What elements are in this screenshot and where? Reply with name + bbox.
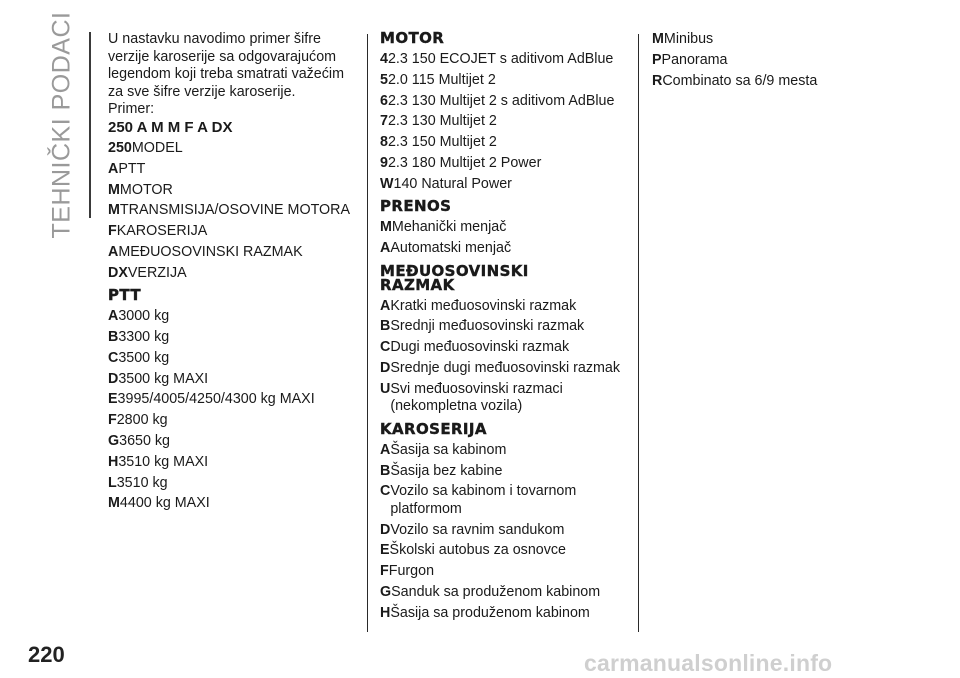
- item-code: H: [108, 453, 119, 470]
- item-code: D: [380, 359, 391, 376]
- item-code: C: [380, 339, 391, 356]
- item-code: P: [652, 51, 662, 68]
- motor-item: [380, 155, 632, 173]
- item-text: TRANSMISIJA/OSOVINE MOTORA: [119, 202, 351, 219]
- item-text: Školski autobus za osnovce: [389, 542, 566, 559]
- karoserija-item: [380, 563, 632, 581]
- item-text: [390, 483, 632, 518]
- karoserija-list: [380, 442, 632, 623]
- heading-line: RAZMAK: [380, 275, 455, 294]
- item-text: 2.3 130 Multijet 2 s aditivom AdBlue: [387, 92, 615, 109]
- intro-line: U nastavku navodimo primer šifre: [108, 31, 321, 47]
- item-text: 3500 kg: [118, 349, 170, 366]
- karoserija-item: [380, 605, 632, 623]
- item-text-line: Vozilo sa kabinom i tovarnom: [390, 483, 577, 500]
- intro-text: [108, 31, 360, 119]
- item-text: Srednje dugi međuosovinski razmak: [390, 359, 620, 376]
- example-code: 250 A M M F A DX: [108, 118, 233, 136]
- item-text: MODEL: [131, 140, 183, 156]
- section-heading-ptt: PTT: [108, 286, 142, 305]
- item-text: 3300 kg: [118, 329, 170, 346]
- item-text: 4400 kg MAXI: [119, 495, 210, 512]
- legend-item: [108, 265, 360, 283]
- section-side-title-text: TEHNIČKI PODACI: [47, 11, 76, 239]
- ptt-item: [108, 433, 360, 451]
- side-title-divider: [89, 32, 91, 218]
- ptt-list: [108, 308, 360, 513]
- watermark: carmanualsonline.info: [584, 650, 833, 676]
- item-text: 2.3 150 ECOJET s aditivom AdBlue: [387, 51, 614, 67]
- item-text: 2.3 180 Multijet 2 Power: [387, 154, 542, 171]
- ptt-item: [108, 454, 360, 472]
- item-code: B: [380, 462, 391, 479]
- razmak-item: [380, 339, 632, 357]
- karoserija-item: [380, 584, 632, 602]
- item-code: E: [108, 391, 118, 408]
- page-number: 220: [28, 642, 65, 667]
- karoserija-list-continued: [652, 31, 882, 90]
- heading-line: MEĐUOSOVINSKI: [380, 261, 529, 280]
- prenos-list: [380, 219, 632, 257]
- column-3: [652, 31, 882, 93]
- item-code: E: [380, 542, 390, 559]
- item-code: A: [380, 297, 391, 314]
- razmak-item: [380, 360, 632, 378]
- item-code: M: [380, 219, 392, 236]
- item-text: 2.0 115 Multijet 2: [387, 71, 496, 88]
- motor-item: [380, 51, 632, 69]
- item-text: 3500 kg MAXI: [118, 370, 209, 387]
- item-code: M: [108, 202, 120, 219]
- item-text: Šasija sa kabinom: [390, 441, 507, 458]
- item-text: Kratki međuosovinski razmak: [390, 297, 577, 314]
- item-text: 3000 kg: [118, 308, 170, 325]
- item-code: A: [380, 441, 391, 458]
- ptt-item: [108, 475, 360, 493]
- item-code: F: [108, 223, 117, 240]
- item-text: 2.3 150 Multijet 2: [387, 134, 497, 151]
- legend-list: [108, 140, 360, 282]
- karoserija-item: [380, 463, 632, 481]
- legend-item: [108, 202, 360, 220]
- prenos-item: [380, 219, 632, 237]
- item-text: Sanduk sa produženom kabinom: [391, 584, 601, 601]
- item-text: KAROSERIJA: [116, 223, 208, 240]
- motor-item: [380, 93, 632, 111]
- item-text-line: (nekompletna vozila): [390, 398, 523, 415]
- item-code: 250: [108, 140, 132, 156]
- intro-line: legendom koji treba smatrati važećim: [108, 66, 344, 82]
- item-code: G: [380, 584, 392, 601]
- column-divider-2: [638, 34, 639, 632]
- item-code: M: [108, 181, 120, 198]
- karoserija-item: [652, 31, 882, 49]
- item-code: U: [380, 380, 391, 397]
- item-text: 2800 kg: [116, 412, 168, 429]
- item-text: 3650 kg: [119, 433, 171, 450]
- intro-line: za sve šifre verzije karoserije.: [108, 83, 296, 100]
- karoserija-item: [652, 73, 882, 91]
- item-text: 2.3 130 Multijet 2: [387, 113, 497, 130]
- item-code: A: [108, 243, 119, 260]
- prenos-item: [380, 240, 632, 258]
- item-text: 140 Natural Power: [393, 175, 512, 192]
- ptt-item: [108, 308, 360, 326]
- item-code: C: [108, 349, 119, 366]
- item-text: Šasija bez kabine: [390, 462, 503, 479]
- legend-item: [108, 140, 360, 158]
- item-code: F: [380, 563, 389, 580]
- item-code: DX: [108, 264, 128, 281]
- karoserija-item: [652, 52, 882, 70]
- item-code: M: [652, 31, 664, 47]
- item-text: Mehanički menjač: [391, 219, 507, 236]
- motor-list: [380, 51, 632, 193]
- item-code: B: [108, 329, 119, 346]
- karoserija-item: [380, 442, 632, 460]
- razmak-item: [380, 381, 632, 416]
- item-text: Combinato sa 6/9 mesta: [662, 72, 818, 89]
- column-2: [380, 31, 632, 626]
- item-text: Automatski menjač: [390, 240, 512, 257]
- motor-item: [380, 72, 632, 90]
- karoserija-item: [380, 483, 632, 518]
- item-text: Šasija sa produženom kabinom: [390, 604, 590, 621]
- legend-item: [108, 161, 360, 179]
- razmak-list: [380, 298, 632, 416]
- section-heading-prenos: PRENOS: [380, 197, 452, 216]
- item-text: Furgon: [388, 563, 435, 580]
- item-text: VERZIJA: [127, 264, 187, 281]
- column-1: [108, 31, 360, 516]
- item-code: W: [380, 175, 394, 192]
- ptt-item: [108, 495, 360, 513]
- item-code: 7: [380, 113, 388, 130]
- razmak-item: [380, 298, 632, 316]
- ptt-item: [108, 412, 360, 430]
- section-heading-razmak: [380, 261, 632, 294]
- item-text: Minibus: [663, 31, 714, 47]
- item-text: Dugi međuosovinski razmak: [390, 339, 570, 356]
- item-code: 8: [380, 134, 388, 151]
- ptt-item: [108, 329, 360, 347]
- item-code: M: [108, 495, 120, 512]
- intro-line: Primer:: [108, 101, 155, 117]
- motor-item: [380, 176, 632, 194]
- ptt-item: [108, 350, 360, 368]
- item-text: Vozilo sa ravnim sandukom: [390, 521, 565, 538]
- item-text: 3995/4005/4250/4300 kg MAXI: [117, 391, 315, 408]
- motor-item: [380, 134, 632, 152]
- item-code: F: [108, 412, 117, 429]
- intro-line: verzije karoserije sa odgovarajućom: [108, 48, 337, 65]
- section-heading-karoserija: KAROSERIJA: [380, 419, 487, 438]
- item-code: G: [108, 433, 120, 450]
- item-text: 3510 kg MAXI: [118, 453, 209, 470]
- ptt-item: [108, 391, 360, 409]
- item-text-line: Svi međuosovinski razmaci: [390, 380, 563, 397]
- item-code: A: [108, 308, 119, 325]
- item-code: A: [380, 240, 391, 257]
- column-divider-1: [367, 34, 368, 632]
- item-code: D: [380, 521, 391, 538]
- ptt-item: [108, 371, 360, 389]
- legend-item: [108, 223, 360, 241]
- section-side-title: [42, 11, 82, 239]
- item-code: 6: [380, 92, 388, 109]
- item-code: L: [108, 474, 117, 491]
- item-text: Srednji međuosovinski razmak: [390, 318, 585, 335]
- item-code: H: [380, 604, 391, 621]
- item-code: C: [380, 483, 391, 500]
- item-text-line: platformom: [390, 500, 462, 517]
- item-text: MOTOR: [119, 181, 173, 198]
- karoserija-item: [380, 522, 632, 540]
- item-code: B: [380, 318, 391, 335]
- item-text: [390, 381, 632, 416]
- section-heading-motor: MOTOR: [380, 29, 445, 47]
- karoserija-item: [380, 542, 632, 560]
- item-code: 5: [380, 71, 388, 88]
- item-code: D: [108, 370, 119, 387]
- item-code: R: [652, 72, 663, 89]
- item-code: 4: [380, 51, 388, 67]
- item-text: PTT: [118, 160, 146, 177]
- item-code: A: [108, 160, 119, 177]
- item-code: 9: [380, 154, 388, 171]
- legend-item: [108, 244, 360, 262]
- item-text: MEĐUOSOVINSKI RAZMAK: [118, 243, 303, 260]
- motor-item: [380, 113, 632, 131]
- razmak-item: [380, 318, 632, 336]
- item-text: 3510 kg: [116, 474, 168, 491]
- legend-item: [108, 182, 360, 200]
- item-text: Panorama: [661, 51, 728, 68]
